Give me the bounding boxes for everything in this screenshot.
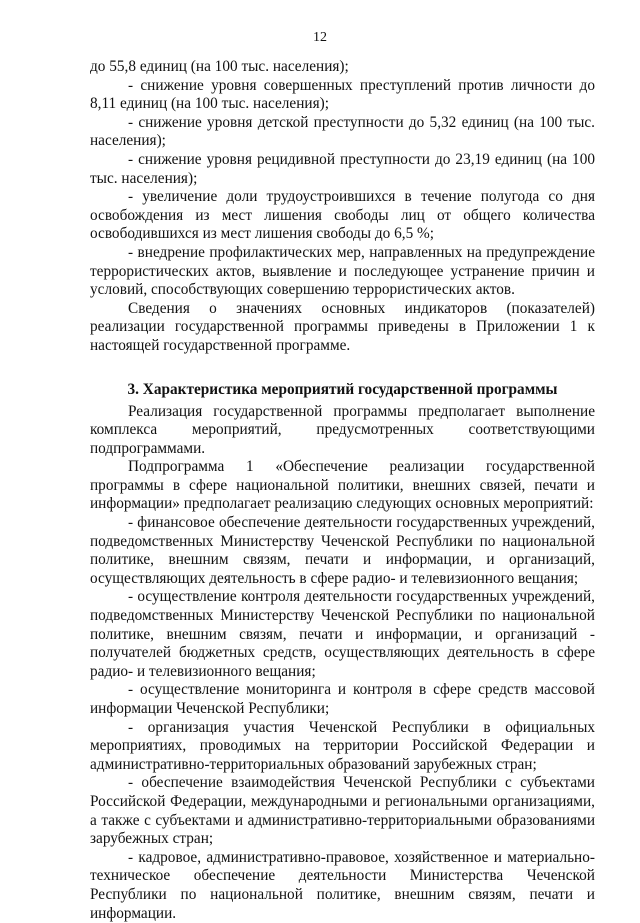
list-item: - снижение уровня детской преступности до 5,32 единиц (на 100 тыс. населения);	[90, 114, 595, 151]
list-item: - увеличение доли трудоустроившихся в течение полугода со дня освобождения из мест лишения свободы лиц от общего количества освободившихся из мест лишения свободы до 6,5 %;	[90, 188, 595, 244]
list-item: - осуществление контроля деятельности государственных учреждений, подведомственных Министерству Чеченской Республики по национальной политике, внешним связям, печати и информации, и организаций - получателей бюджетных средств, осуществляющих деятельность в сфере радио- и телевизионного вещания;	[90, 588, 595, 681]
paragraphs-after-heading	[90, 403, 595, 923]
list-item: - снижение уровня совершенных преступлений против личности до 8,11 единиц (на 100 тыс. населения);	[90, 77, 595, 114]
document-body	[90, 58, 595, 923]
list-item: - организация участия Чеченской Республики в официальных мероприятиях, проводимых на территории Российской Федерации и административно-территориальных образований зарубежных стран;	[90, 719, 595, 775]
paragraph: Реализация государственной программы предполагает выполнение комплекса мероприятий, предусмотренных соответствующими подпрограммами.	[90, 403, 595, 459]
list-item: - обеспечение взаимодействия Чеченской Республики с субъектами Российской Федерации, международными и региональными организациями, а также с субъектами и административно-территориальными образованиями зарубежных стран;	[90, 774, 595, 848]
page-number: 12	[0, 30, 640, 46]
list-item: - осуществление мониторинга и контроля в сфере средств массовой информации Чеченской Республики;	[90, 681, 595, 718]
paragraphs-before-heading	[90, 58, 595, 356]
list-item: - кадровое, административно-правовое, хозяйственное и материально-техническое обеспечение деятельности Министерства Чеченской Республики по национальной политике, внешним связям, печати и информации.	[90, 849, 595, 923]
paragraph: Подпрограмма 1 «Обеспечение реализации государственной программы в сфере национальной политики, внешних связей, печати и информации» предполагает реализацию следующих основных мероприятий:	[90, 458, 595, 514]
list-item: - финансовое обеспечение деятельности государственных учреждений, подведомственных Министерству Чеченской Республики по национальной политике, внешним связям, печати и информации, и организаций, осуществляющих деятельность в сфере радио- и телевизионного вещания;	[90, 514, 595, 588]
paragraph: до 55,8 единиц (на 100 тыс. населения);	[90, 58, 595, 77]
list-item: - внедрение профилактических мер, направленных на предупреждение террористических актов, выявление и последующее устранение причин и условий, способствующих совершению террористических актов.	[90, 244, 595, 300]
list-item: - снижение уровня рецидивной преступности до 23,19 единиц (на 100 тыс. населения);	[90, 151, 595, 188]
paragraph: Сведения о значениях основных индикаторов (показателей) реализации государственной программы приведены в Приложении 1 к настоящей государственной программе.	[90, 300, 595, 356]
section-heading: 3. Характеристика мероприятий государственной программы	[90, 380, 595, 399]
